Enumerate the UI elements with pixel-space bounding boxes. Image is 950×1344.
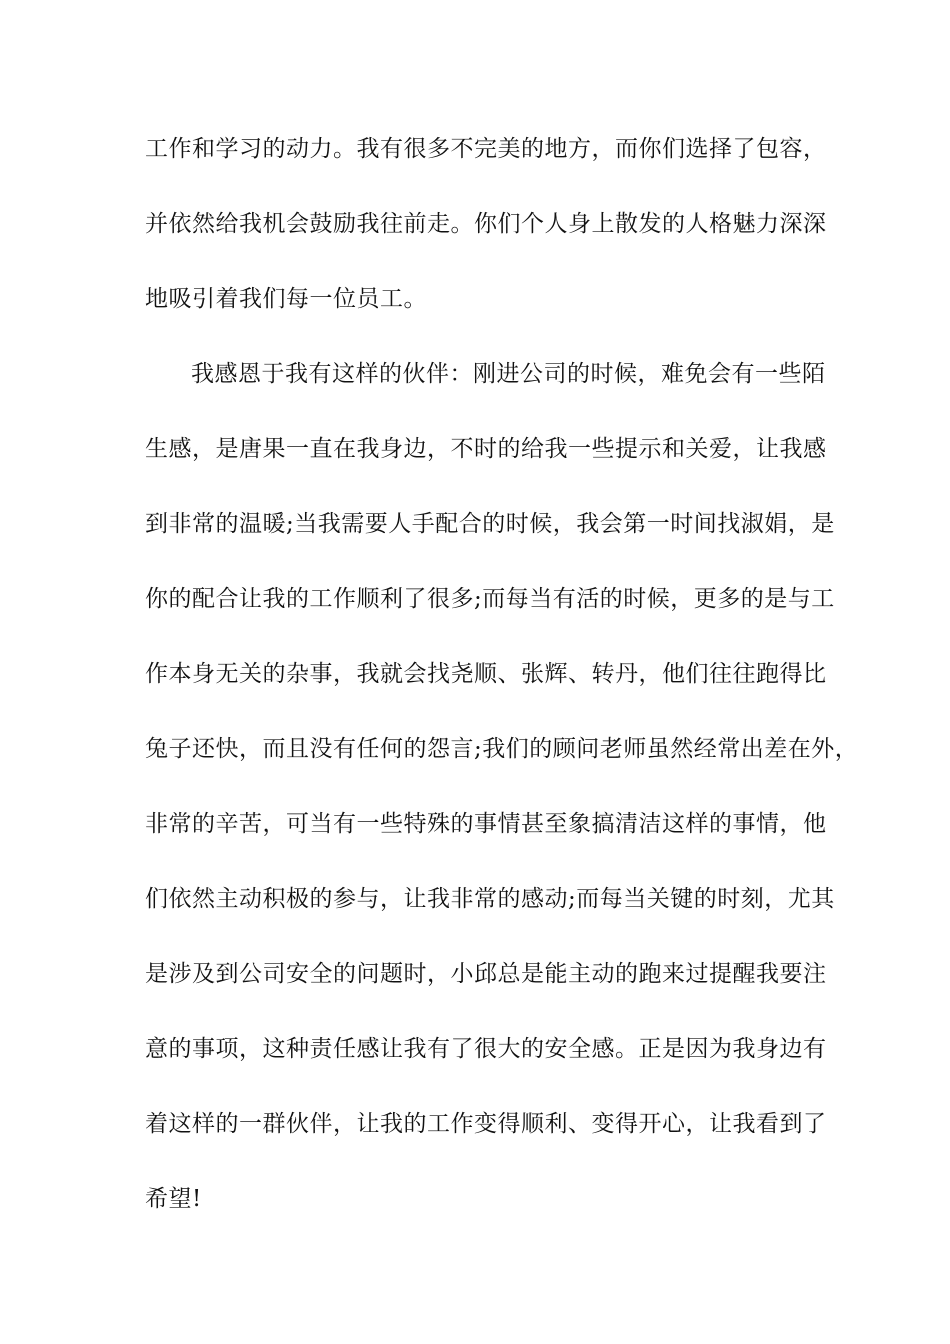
text-line: 生感，是唐果一直在我身边，不时的给我一些提示和关爱，让我感 (145, 436, 827, 462)
paragraph-first-line: 我感恩于我有这样的伙伴：刚进公司的时候，难免会有一些陌 (191, 361, 826, 387)
text-line: 工作和学习的动力。我有很多不完美的地方，而你们选择了包容， (145, 136, 827, 162)
text-line: 非常的辛苦，可当有一些特殊的事情甚至象搞清洁这样的事情，他 (145, 811, 827, 837)
text-line: 你的配合让我的工作顺利了很多;而每当有活的时候，更多的是与工 (145, 586, 835, 612)
text-line: 到非常的温暖;当我需要人手配合的时候，我会第一时间找淑娟，是 (145, 511, 835, 537)
text-line: 作本身无关的杂事，我就会找尧顺、张辉、转丹，他们往往跑得比 (145, 661, 827, 687)
text-line: 是涉及到公司安全的问题时，小邱总是能主动的跑来过提醒我要注 (145, 961, 827, 987)
text-line: 兔子还快，而且没有任何的怨言;我们的顾问老师虽然经常出差在外， (145, 736, 859, 762)
text-line: 着这样的一群伙伴，让我的工作变得顺利、变得开心，让我看到了 (145, 1111, 827, 1137)
text-line: 们依然主动积极的参与，让我非常的感动;而每当关键的时刻，尤其 (145, 886, 835, 912)
text-line: 并依然给我机会鼓励我往前走。你们个人身上散发的人格魅力深深 (145, 211, 827, 237)
text-line: 意的事项，这种责任感让我有了很大的安全感。正是因为我身边有 (145, 1036, 827, 1062)
text-line: 地吸引着我们每一位员工。 (145, 286, 427, 312)
text-line: 希望! (145, 1186, 202, 1212)
